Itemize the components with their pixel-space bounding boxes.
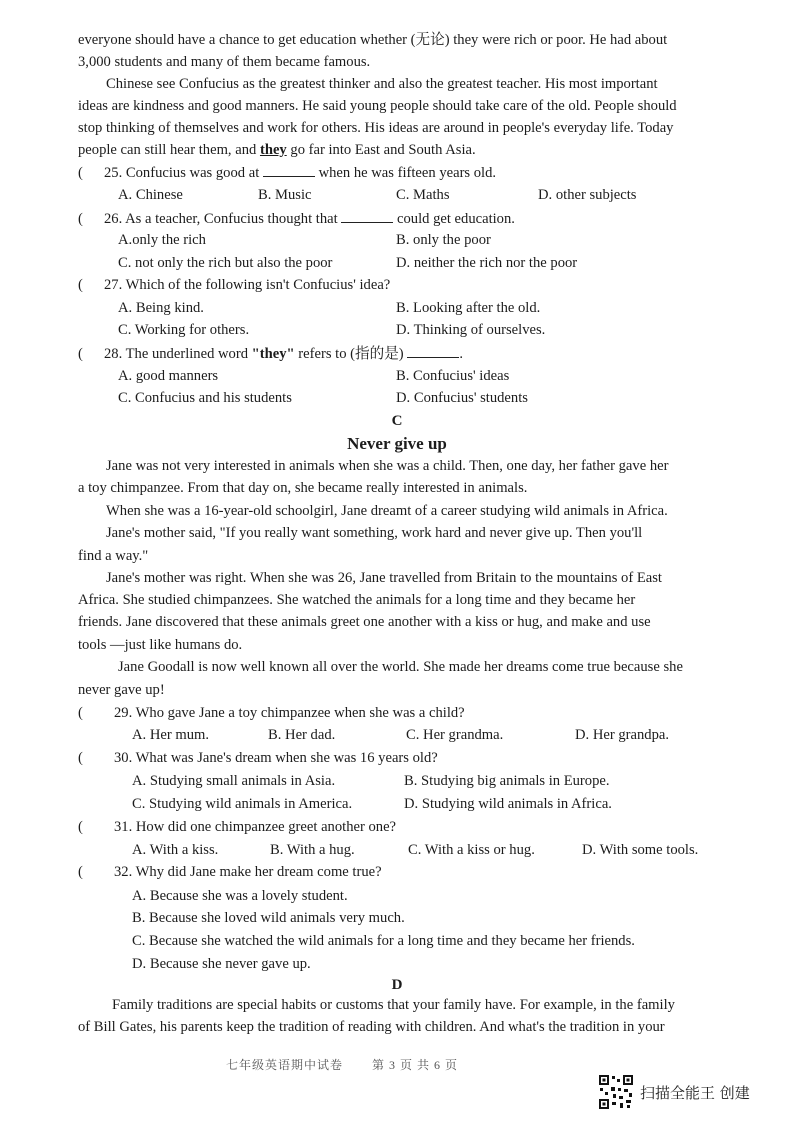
answer-bracket[interactable]: ( bbox=[78, 864, 83, 880]
q25-option-d[interactable]: D. other subjects bbox=[538, 187, 637, 203]
passage-c-line-2: a toy chimpanzee. From that day on, she became really interested in animals. bbox=[78, 480, 528, 496]
q30-option-d[interactable]: D. Studying wild animals in Africa. bbox=[404, 796, 612, 812]
answer-blank bbox=[263, 162, 315, 177]
answer-blank bbox=[341, 208, 393, 223]
q32-option-a[interactable]: A. Because she was a lovely student. bbox=[132, 888, 348, 904]
answer-bracket[interactable]: ( bbox=[78, 165, 83, 181]
section-c-label: C bbox=[391, 413, 403, 429]
q32-option-d[interactable]: D. Because she never gave up. bbox=[132, 956, 311, 972]
q27-option-a[interactable]: A. Being kind. bbox=[118, 300, 204, 316]
passage-c-line-7: Africa. She studied chimpanzees. She watched the animals for a long time and they became her bbox=[78, 592, 636, 608]
question-26: ( 26. As a teacher, Confucius thought that could get education. bbox=[78, 208, 515, 229]
passage-c-line-6: Jane's mother was right. When she was 26, Jane travelled from Britain to the mountains of East bbox=[106, 570, 662, 586]
question-25: ( 25. Confucius was good at when he was fifteen years old. bbox=[78, 162, 496, 183]
q32-option-c[interactable]: C. Because she watched the wild animals for a long time and they became her friends. bbox=[132, 933, 635, 949]
q25-option-b[interactable]: B. Music bbox=[258, 187, 312, 203]
passage-c-line-10: Jane Goodall is now well known all over the world. She made her dreams come true because she bbox=[118, 659, 683, 675]
question-30: ( 30. What was Jane's dream when she was 16 years old? bbox=[78, 750, 438, 766]
q29-option-c[interactable]: C. Her grandma. bbox=[406, 727, 504, 743]
q31-option-c[interactable]: C. With a kiss or hug. bbox=[408, 842, 535, 858]
footer-exam-title: 七年级英语期中试卷 bbox=[226, 1058, 344, 1072]
passage-c-line-3: When she was a 16-year-old schoolgirl, Jane dreamt of a career studying wild animals in Africa. bbox=[106, 503, 668, 519]
q32-option-b[interactable]: B. Because she loved wild animals very much. bbox=[132, 910, 405, 926]
passage-d-line-1: Family traditions are special habits or customs that your family have. For example, in the family bbox=[112, 997, 675, 1013]
passage-d-line-2: of Bill Gates, his parents keep the tradition of reading with children. And what's the tradition in your bbox=[78, 1019, 665, 1035]
passage-c-line-11: never gave up! bbox=[78, 682, 165, 698]
answer-bracket[interactable]: ( bbox=[78, 211, 83, 227]
q26-option-a[interactable]: A.only the rich bbox=[118, 232, 206, 248]
q27-option-d[interactable]: D. Thinking of ourselves. bbox=[396, 322, 546, 338]
section-d-label: D bbox=[391, 977, 403, 993]
underlined-word-they: they bbox=[259, 142, 287, 158]
section-c-title: Never give up bbox=[347, 434, 447, 453]
q28-option-b[interactable]: B. Confucius' ideas bbox=[396, 368, 510, 384]
q28-option-a[interactable]: A. good manners bbox=[118, 368, 219, 384]
q27-option-c[interactable]: C. Working for others. bbox=[118, 322, 250, 338]
q26-option-d[interactable]: D. neither the rich nor the poor bbox=[396, 255, 578, 271]
passage-b-line-1: everyone should have a chance to get education whether (无论) they were rich or poor. He had about bbox=[78, 32, 668, 48]
passage-c-line-1: Jane was not very interested in animals when she was a child. Then, one day, her father gave her bbox=[106, 458, 669, 474]
answer-bracket[interactable]: ( bbox=[78, 705, 83, 721]
q28-option-d[interactable]: D. Confucius' students bbox=[396, 390, 528, 406]
question-29: ( 29. Who gave Jane a toy chimpanzee when she was a child? bbox=[78, 705, 465, 721]
q31-option-b[interactable]: B. With a hug. bbox=[270, 842, 355, 858]
q28-option-c[interactable]: C. Confucius and his students bbox=[118, 390, 292, 406]
q30-option-c[interactable]: C. Studying wild animals in America. bbox=[132, 796, 353, 812]
q30-option-a[interactable]: A. Studying small animals in Asia. bbox=[132, 773, 336, 789]
passage-b-line-6: people can still hear them, and they go far into East and South Asia. bbox=[78, 142, 476, 158]
footer-page-number: 第 3 页 共 6 页 bbox=[372, 1058, 459, 1072]
answer-bracket[interactable]: ( bbox=[78, 750, 83, 766]
q27-option-b[interactable]: B. Looking after the old. bbox=[396, 300, 541, 316]
q26-option-b[interactable]: B. only the poor bbox=[396, 232, 491, 248]
q30-option-b[interactable]: B. Studying big animals in Europe. bbox=[404, 773, 610, 789]
q31-option-a[interactable]: A. With a kiss. bbox=[132, 842, 219, 858]
passage-c-line-9: tools —just like humans do. bbox=[78, 637, 243, 653]
passage-b-line-5: stop thinking of themselves and work for others. His ideas are around in people's everyday life. Today bbox=[78, 120, 674, 136]
answer-bracket[interactable]: ( bbox=[78, 819, 83, 835]
q29-option-b[interactable]: B. Her dad. bbox=[268, 727, 336, 743]
passage-c-line-5: find a way." bbox=[78, 548, 149, 564]
answer-blank bbox=[407, 343, 459, 358]
qr-code-icon bbox=[598, 1074, 634, 1110]
answer-bracket[interactable]: ( bbox=[78, 277, 83, 293]
passage-c-line-8: friends. Jane discovered that these animals greet one another with a kiss or hug, and make and use bbox=[78, 614, 651, 630]
q25-option-a[interactable]: A. Chinese bbox=[118, 187, 183, 203]
passage-b-line-2: 3,000 students and many of them became famous. bbox=[78, 54, 371, 70]
scanner-brand-label: 扫描全能王 创建 bbox=[640, 1084, 750, 1102]
answer-bracket[interactable]: ( bbox=[78, 346, 83, 362]
passage-c-line-4: Jane's mother said, "If you really want something, work hard and never give up. Then you'll bbox=[106, 525, 643, 541]
question-28: ( 28. The underlined word "they" refers to (指的是) . bbox=[78, 343, 463, 364]
q31-option-d[interactable]: D. With some tools. bbox=[582, 842, 699, 858]
passage-b-line-4: ideas are kindness and good manners. He said young people should take care of the old. People should bbox=[78, 98, 677, 114]
q25-option-c[interactable]: C. Maths bbox=[396, 187, 450, 203]
question-27: ( 27. Which of the following isn't Confucius' idea? bbox=[78, 277, 391, 293]
q29-option-a[interactable]: A. Her mum. bbox=[132, 727, 210, 743]
q29-option-d[interactable]: D. Her grandpa. bbox=[575, 727, 670, 743]
question-32: ( 32. Why did Jane make her dream come true? bbox=[78, 864, 382, 880]
question-31: ( 31. How did one chimpanzee greet another one? bbox=[78, 819, 397, 835]
passage-b-line-3: Chinese see Confucius as the greatest thinker and also the greatest teacher. His most important bbox=[106, 76, 658, 92]
q26-option-c[interactable]: C. not only the rich but also the poor bbox=[118, 255, 333, 271]
